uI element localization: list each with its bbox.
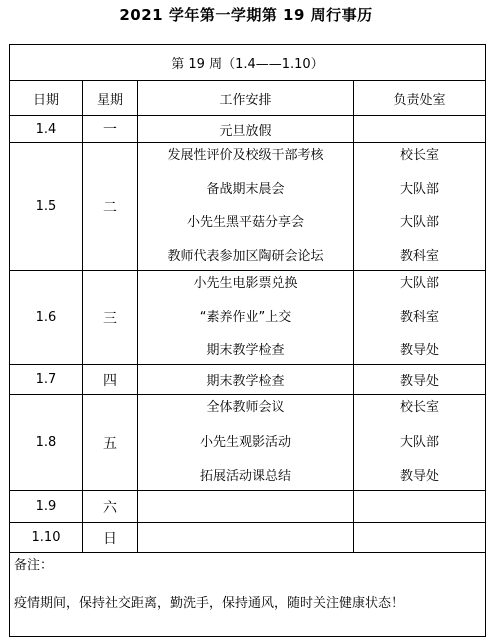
task-item: 期末教学检查	[206, 343, 285, 358]
dept-cell	[354, 395, 486, 491]
weekday-cell: 六	[83, 491, 138, 523]
schedule-table	[9, 44, 486, 637]
weekday-cell: 日	[83, 523, 138, 553]
page-title: 2021 学年第一学期第 19 周行事历	[119, 6, 373, 24]
header-row	[10, 81, 486, 116]
task-cell	[138, 395, 354, 491]
header-work: 工作安排	[138, 81, 354, 116]
date-cell: 1.4	[10, 116, 83, 143]
notes-label: 备注：	[14, 558, 54, 573]
task-item: 教师代表参加区陶研会论坛	[167, 248, 324, 264]
date-cell: 1.10	[10, 523, 83, 553]
weekday-cell: 二	[83, 143, 138, 271]
dept-cell	[354, 271, 486, 365]
weekday-cell: 四	[83, 365, 138, 395]
task-item: 小先生电影票兑换	[193, 276, 298, 291]
date-cell: 1.8	[10, 395, 83, 491]
task-item: “素养作业”上交	[199, 309, 292, 325]
dept-item: 教导处	[399, 469, 439, 484]
dept-cell	[354, 491, 486, 523]
date-cell: 1.6	[10, 271, 83, 365]
task-item: 全体教师会议	[206, 400, 285, 415]
dept-cell: 教导处	[354, 365, 486, 395]
task-cell: 元旦放假	[138, 116, 354, 143]
task-cell: 期末教学检查	[138, 365, 354, 395]
table-row	[10, 523, 486, 553]
task-cell	[138, 271, 354, 365]
table-row	[10, 143, 486, 271]
table-row	[10, 395, 486, 491]
dept-cell	[354, 523, 486, 553]
date-cell: 1.9	[10, 491, 83, 523]
notes-row	[10, 553, 486, 637]
dept-item: 校长室	[399, 400, 439, 415]
table-row	[10, 491, 486, 523]
header-date: 日期	[10, 81, 83, 116]
date-cell: 1.5	[10, 143, 83, 271]
header-weekday: 星期	[83, 81, 138, 116]
notes-cell	[10, 553, 486, 637]
dept-item: 大队部	[399, 215, 439, 231]
task-cell	[138, 143, 354, 271]
dept-item: 教导处	[399, 343, 439, 358]
dept-item: 大队部	[399, 434, 439, 450]
table-row	[10, 116, 486, 143]
dept-item: 教科室	[399, 309, 439, 325]
header-dept: 负责处室	[354, 81, 486, 116]
date-cell: 1.7	[10, 365, 83, 395]
task-item: 拓展活动课总结	[199, 469, 291, 484]
task-item: 小先生观影活动	[199, 434, 291, 450]
dept-item: 教科室	[399, 248, 439, 264]
table-row	[10, 365, 486, 395]
task-item: 小先生黑平菇分享会	[186, 215, 304, 231]
weekday-cell: 一	[83, 116, 138, 143]
task-cell	[138, 491, 354, 523]
dept-item: 大队部	[399, 276, 439, 291]
task-item: 备战期末晨会	[206, 181, 285, 197]
week-label: 第 19 周（1.4——1.10）	[10, 45, 486, 81]
notes-text: 疫情期间，保持社交距离，勤洗手，保持通风，随时关注健康状态！	[14, 596, 405, 611]
dept-item: 校长室	[399, 148, 439, 163]
week-row	[10, 45, 486, 81]
weekday-cell: 三	[83, 271, 138, 365]
weekday-cell: 五	[83, 395, 138, 491]
task-cell	[138, 523, 354, 553]
dept-cell	[354, 143, 486, 271]
task-item: 发展性评价及校级干部考核	[167, 148, 324, 163]
table-row	[10, 271, 486, 365]
dept-cell	[354, 116, 486, 143]
dept-item: 大队部	[399, 181, 439, 197]
